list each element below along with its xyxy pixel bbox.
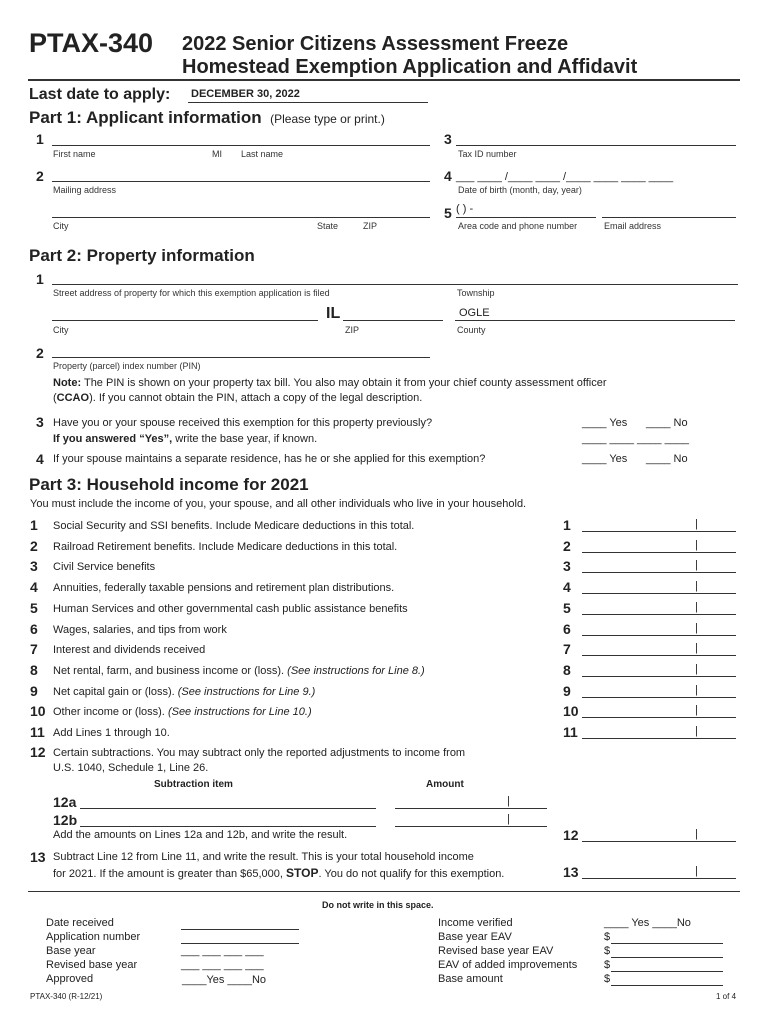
income-line-right-num: 7 — [563, 641, 571, 657]
line12b-label: 12b — [53, 812, 78, 828]
income-line-right-num: 5 — [563, 600, 571, 616]
office-use-heading: Do not write in this space. — [322, 900, 434, 910]
part1-line1-num: 1 — [36, 131, 44, 147]
email-caption: Email address — [604, 221, 662, 231]
line13-text1: Subtract Line 12 from Line 11, and write the result. This is your total household income — [53, 851, 474, 863]
office-label: Base year EAV — [438, 931, 512, 943]
county-field — [455, 320, 735, 321]
line4-question: If your spouse maintains a separate residence, has he or she applied for this exemption? — [53, 453, 486, 465]
income-line-right-num: 8 — [563, 662, 571, 678]
pin-caption: Property (parcel) index number (PIN) — [53, 361, 201, 371]
dob-caption: Date of birth (month, day, year) — [458, 185, 582, 195]
income-line-amount-field[interactable] — [582, 593, 736, 594]
pin-note-line1: Note: The PIN is shown on your property tax bill. You also may obtain it from your chief county assessment officer — [53, 377, 607, 389]
line12-num: 12 — [30, 744, 46, 760]
office-label: Income verified — [438, 917, 513, 929]
office-label: Approved — [46, 973, 94, 985]
office-section-rule — [28, 891, 740, 892]
city-state-zip-field[interactable] — [52, 217, 430, 218]
income-line-text: Net capital gain or (loss). (See instructions for Line 9.) — [53, 686, 316, 698]
office-dollar: $ — [604, 931, 611, 943]
office-dollar: $ — [604, 973, 611, 985]
office-base-year-field[interactable]: ___ ___ ___ ___ — [181, 945, 264, 957]
pin-field[interactable] — [52, 357, 430, 358]
office-base-year-field[interactable]: ___ ___ ___ ___ — [181, 959, 264, 971]
mi-caption: MI — [212, 149, 222, 159]
office-label: EAV of added improvements — [438, 959, 578, 971]
income-line-amount-field[interactable] — [582, 531, 736, 532]
part1-line5-num: 5 — [444, 205, 452, 221]
income-line-right-num: 3 — [563, 558, 571, 574]
email-field[interactable] — [602, 217, 736, 218]
line12a-cents-sep: | — [507, 795, 510, 807]
office-label: Date received — [46, 917, 114, 929]
property-city-caption: City — [53, 325, 69, 335]
name-field[interactable] — [52, 145, 430, 146]
part1-line3-num: 3 — [444, 131, 452, 147]
part3-intro: You must include the income of you, your spouse, and all other individuals who live in your household. — [30, 498, 527, 510]
income-line-text: Net rental, farm, and business income or (loss). (See instructions for Line 8.) — [53, 665, 425, 677]
income-line-text: Add Lines 1 through 10. — [53, 727, 170, 739]
income-line-cents-sep: | — [695, 601, 698, 613]
line12-cents-sep: | — [695, 828, 698, 840]
income-line-cents-sep: | — [695, 559, 698, 571]
property-zip-caption: ZIP — [345, 325, 360, 335]
office-amount-field[interactable] — [611, 971, 723, 972]
income-line-num: 6 — [30, 621, 38, 637]
form-title-line2: Homestead Exemption Application and Affidavit — [182, 56, 638, 78]
income-line-cents-sep: | — [695, 580, 698, 592]
income-line-amount-field[interactable] — [582, 717, 736, 718]
line12b-cents-sep: | — [507, 813, 510, 825]
part2-line4-num: 4 — [36, 451, 44, 467]
income-line-text: Railroad Retirement benefits. Include Medicare deductions in this total. — [53, 541, 398, 553]
income-line-text: Annuities, federally taxable pensions and retirement plan distributions. — [53, 582, 395, 594]
form-title-line1: 2022 Senior Citizens Assessment Freeze — [182, 33, 569, 55]
base-year-field[interactable]: ____ ____ ____ ____ — [582, 433, 690, 445]
zip-caption: ZIP — [363, 221, 378, 231]
income-line-num: 7 — [30, 641, 38, 657]
part2-line1-num: 1 — [36, 271, 44, 287]
last-name-caption: Last name — [241, 149, 284, 159]
income-line-right-num: 4 — [563, 579, 571, 595]
office-amount-field[interactable] — [611, 985, 723, 986]
income-line-num: 2 — [30, 538, 38, 554]
office-label: Base year — [46, 945, 96, 957]
line12-text2: U.S. 1040, Schedule 1, Line 26. — [53, 762, 209, 774]
header-rule — [28, 79, 740, 81]
office-label: Revised base year — [46, 959, 138, 971]
income-line-amount-field[interactable] — [582, 614, 736, 615]
line3-no[interactable]: ____ No — [646, 417, 688, 429]
income-line-amount-field[interactable] — [582, 552, 736, 553]
line13-num: 13 — [30, 849, 46, 865]
line4-no[interactable]: ____ No — [646, 453, 688, 465]
street-caption: Street address of property for which this exemption application is filed — [53, 288, 330, 298]
office-approved[interactable]: ____Yes ____No — [182, 974, 267, 986]
part2-line2-num: 2 — [36, 345, 44, 361]
income-line-right-num: 1 — [563, 517, 571, 533]
phone-field[interactable]: ( ) - — [456, 203, 474, 215]
income-line-text: Human Services and other governmental cash public assistance benefits — [53, 603, 408, 615]
first-name-caption: First name — [53, 149, 96, 159]
line3-yes[interactable]: ____ Yes — [582, 417, 628, 429]
office-label: Revised base year EAV — [438, 945, 554, 957]
line12-text1: Certain subtractions. You may subtract only the reported adjustments to income from — [53, 747, 466, 759]
page-number: 1 of 4 — [716, 992, 737, 1001]
line12-add-text: Add the amounts on Lines 12a and 12b, and write the result. — [53, 829, 348, 841]
income-line-note: (See instructions for Line 10.) — [167, 706, 312, 718]
income-line-cents-sep: | — [695, 518, 698, 530]
subtraction-item-header: Subtraction item — [154, 779, 233, 790]
line12b-amount-field[interactable] — [395, 826, 547, 827]
line13-text2: for 2021. If the amount is greater than $65,000, STOP. You do not qualify for this exemption. — [53, 866, 505, 880]
part1-heading-note: (Please type or print.) — [270, 112, 385, 126]
line4-yes[interactable]: ____ Yes — [582, 453, 628, 465]
phone-caption: Area code and phone number — [458, 221, 578, 231]
income-line-cents-sep: | — [695, 663, 698, 675]
income-line-note: (See instructions for Line 8.) — [287, 665, 425, 677]
income-line-cents-sep: | — [695, 684, 698, 696]
pin-note-line2: (CCAO). If you cannot obtain the PIN, attach a copy of the legal description. — [53, 392, 423, 404]
income-line-cents-sep: | — [695, 642, 698, 654]
amount-header: Amount — [426, 779, 464, 790]
income-line-right-num: 2 — [563, 538, 571, 554]
mailing-address-caption: Mailing address — [53, 185, 117, 195]
income-line-amount-field[interactable] — [582, 738, 736, 739]
line13-cents-sep: | — [695, 865, 698, 877]
income-line-cents-sep: | — [695, 704, 698, 716]
state-caption: State — [317, 221, 339, 231]
line12-amount-field[interactable] — [582, 841, 736, 842]
line13-right-num: 13 — [563, 864, 579, 880]
part1-line4-num: 4 — [444, 168, 452, 184]
income-line-cents-sep: | — [695, 539, 698, 551]
city-caption: City — [53, 221, 69, 231]
income-line-num: 3 — [30, 558, 38, 574]
form-id: PTAX-340 — [29, 28, 154, 58]
property-city-field[interactable] — [52, 320, 318, 321]
income-line-num: 10 — [30, 703, 46, 719]
line12-right-num: 12 — [563, 827, 579, 843]
part1-line2-num: 2 — [36, 168, 44, 184]
county-value[interactable]: OGLE — [459, 307, 490, 319]
last-date-value[interactable]: DECEMBER 30, 2022 — [191, 88, 300, 100]
state-il: IL — [326, 305, 341, 322]
county-caption: County — [457, 325, 486, 335]
income-line-cents-sep: | — [695, 622, 698, 634]
income-line-amount-field[interactable] — [582, 572, 736, 573]
income-line-amount-field[interactable] — [582, 676, 736, 677]
line12a-label: 12a — [53, 794, 77, 810]
income-line-num: 9 — [30, 683, 38, 699]
income-line-amount-field[interactable] — [582, 697, 736, 698]
income-line-num: 1 — [30, 517, 38, 533]
part1-heading: Part 1: Applicant information (Please type or print.) — [29, 108, 385, 127]
office-label: Base amount — [438, 973, 503, 985]
property-street-field[interactable] — [52, 284, 738, 285]
income-line-amount-field[interactable] — [582, 655, 736, 656]
income-line-num: 5 — [30, 600, 38, 616]
tax-id-field[interactable] — [456, 145, 736, 146]
form-revision: PTAX-340 (R-12/21) — [30, 992, 103, 1001]
office-label: Application number — [46, 931, 141, 943]
dob-field[interactable]: ___ ____ /____ ____ /____ ____ ____ ____ — [456, 171, 674, 183]
line12a-amount-field[interactable] — [395, 808, 547, 809]
mailing-address-field[interactable] — [52, 181, 430, 182]
income-verified-choice[interactable]: ____ Yes ____No — [604, 917, 691, 929]
office-dollar: $ — [604, 945, 611, 957]
income-line-text: Interest and dividends received — [53, 644, 206, 656]
township-caption: Township — [457, 288, 495, 298]
income-line-text: Civil Service benefits — [53, 561, 156, 573]
income-line-num: 11 — [30, 724, 45, 740]
part3-heading: Part 3: Household income for 2021 — [29, 475, 309, 494]
income-line-text: Other income or (loss). (See instructions for Line 10.) — [53, 706, 312, 718]
office-dollar: $ — [604, 959, 611, 971]
office-field[interactable] — [181, 929, 299, 930]
property-zip-field[interactable] — [343, 320, 443, 321]
income-line-right-num: 10 — [563, 703, 579, 719]
line3-base-year-prompt: If you answered “Yes”, write the base year, if known. — [53, 433, 318, 445]
line12a-item-field[interactable] — [80, 808, 376, 809]
line3-question: Have you or your spouse received this exemption for this property previously? — [53, 417, 433, 429]
income-line-text: Social Security and SSI benefits. Include Medicare deductions in this total. — [53, 520, 415, 532]
part2-heading: Part 2: Property information — [29, 246, 255, 265]
office-amount-field[interactable] — [611, 943, 723, 944]
income-line-right-num: 9 — [563, 683, 571, 699]
part2-line3-num: 3 — [36, 414, 44, 430]
phone-line — [456, 217, 596, 218]
line13-amount-field[interactable] — [582, 878, 736, 879]
income-line-cents-sep: | — [695, 725, 698, 737]
last-date-label: Last date to apply: — [29, 86, 171, 103]
office-amount-field[interactable] — [611, 957, 723, 958]
income-line-num: 8 — [30, 662, 38, 678]
income-line-text: Wages, salaries, and tips from work — [53, 624, 227, 636]
income-line-note: (See instructions for Line 9.) — [177, 686, 316, 698]
tax-id-caption: Tax ID number — [458, 149, 517, 159]
income-line-amount-field[interactable] — [582, 635, 736, 636]
office-field[interactable] — [181, 943, 299, 944]
income-line-num: 4 — [30, 579, 38, 595]
income-line-right-num: 6 — [563, 621, 571, 637]
income-line-right-num: 11 — [563, 724, 578, 740]
line12b-item-field[interactable] — [80, 826, 376, 827]
last-date-line — [188, 102, 428, 103]
